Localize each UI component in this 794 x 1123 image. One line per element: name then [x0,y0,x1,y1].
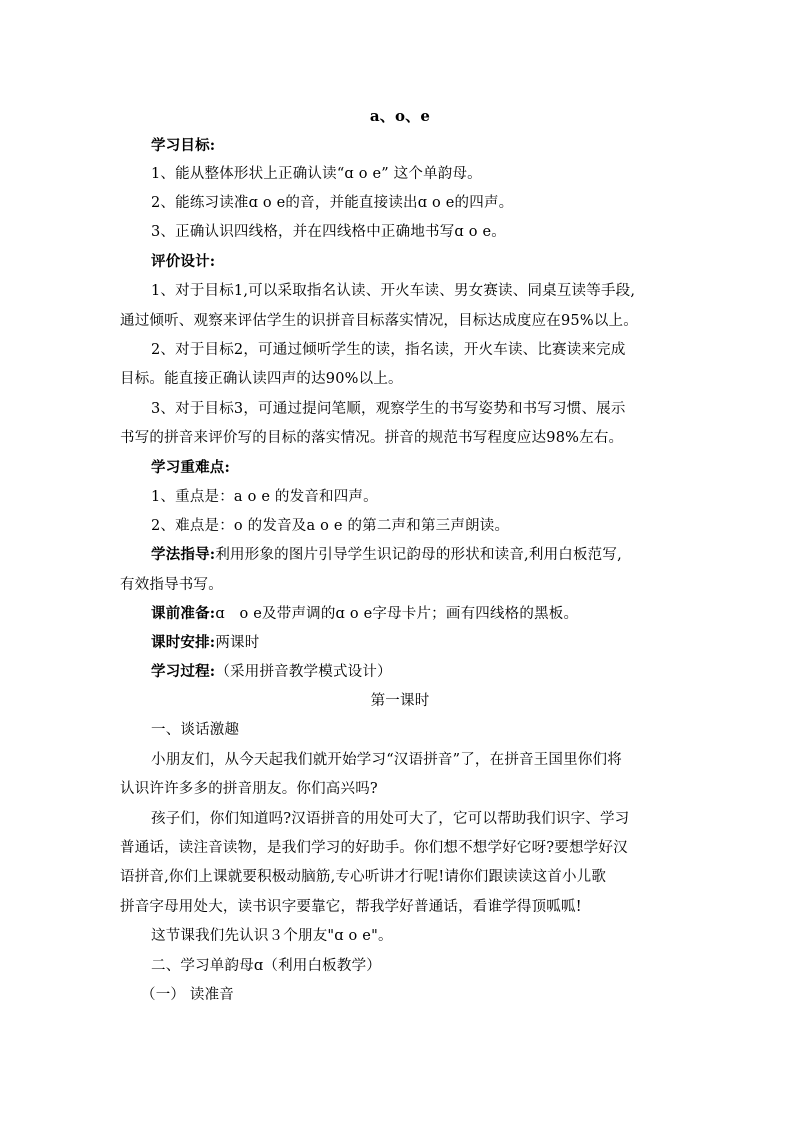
keypoint-2: 2、难点是：o 的发音及a o e 的第二声和第三声朗读。 [151,518,510,534]
process-line [151,662,681,682]
schedule-text: 两课时 [215,635,260,651]
schedule-label: 课时安排: [151,634,216,651]
paragraph-1-line2: 认识许许多多的拼音朋友。你们高兴吗? [120,781,378,797]
objective-3: 3、正确认识四线格，并在四线格中正确地书写ɑ o e。 [151,224,506,240]
prep-label: 课前准备: [151,605,216,622]
evaluation-3-line2: 书写的拼音来评价写的目标的落实情况。拼音的规范书写程度应达98%左右。 [120,430,624,446]
method-label: 学法指导: [151,546,216,563]
prep-line [151,604,681,624]
method-line2: 有效指导书写。 [120,577,223,593]
keypoint-1: 1、重点是：a o e 的发音和四声。 [151,489,378,505]
paragraph-2-line2: 普通话，读注音读物，是我们学习的好助手。你们想不想学好它呀?要想学好汉 [120,840,628,856]
objective-2: 2、能练习读准ɑ o e的音，并能直接读出ɑ o e的四声。 [151,195,514,211]
document-title: a、o、e [369,107,431,125]
keypoints-heading: 学习重难点: [151,459,231,476]
subsection-1-heading: （一） 读准音 [141,987,235,1003]
paragraph-2-line1: 孩子们，你们知道吗?汉语拼音的用处可大了，它可以帮助我们识字、学习 [151,811,630,827]
section-1-heading: 一、谈话激趣 [151,722,240,738]
paragraph-1-line1: 小朋友们，从今天起我们就开始学习“汉语拼音”了，在拼音王国里你们将 [151,752,622,768]
evaluation-2-line2: 目标。能直接正确认读四声的达90%以上。 [120,371,403,387]
objectives-heading: 学习目标: [151,137,216,154]
evaluation-1-line2: 通过倾听、观察来评估学生的识拼音目标落实情况，目标达成度应在95%以上。 [120,313,638,329]
schedule-line [151,633,681,653]
evaluation-2-line1: 2、对于目标2，可通过倾听学生的读，指名读，开火车读、比赛读来完成 [151,342,626,358]
process-label: 学习过程: [151,663,216,680]
prep-text: ɑ o e及带声调的ɑ o e字母卡片；画有四线格的黑板。 [215,606,579,622]
method-text: 利用形象的图片引导学生识记韵母的形状和读音,利用白板范写, [215,547,622,563]
lesson-heading: 第一课时 [370,693,430,709]
evaluation-1-line1: 1、对于目标1,可以采取指名认读、开火车读、男女赛读、同桌互读等手段, [151,283,636,299]
evaluation-3-line1: 3、对于目标3，可通过提问笔顺，观察学生的书写姿势和书写习惯、展示 [151,401,626,417]
paragraph-3: 这节课我们先认识３个朋友"ɑ o e"。 [151,928,393,944]
paragraph-2-line4: 拼音字母用处大，读书识字要靠它，帮我学好普通话，看谁学得顶呱呱! [120,899,582,915]
process-text: （采用拼音教学模式设计） [215,664,392,680]
evaluation-heading: 评价设计: [151,253,216,270]
method-line1 [151,545,681,565]
paragraph-2-line3: 语拼音,你们上课就要积极动脑筋,专心听讲才行呢!请你们跟读读这首小儿歌 [120,869,607,885]
objective-1: 1、能从整体形状上正确认读“ɑ o e” 这个单韵母。 [151,166,482,182]
section-2-heading: 二、学习单韵母ɑ（利用白板教学） [151,958,381,974]
